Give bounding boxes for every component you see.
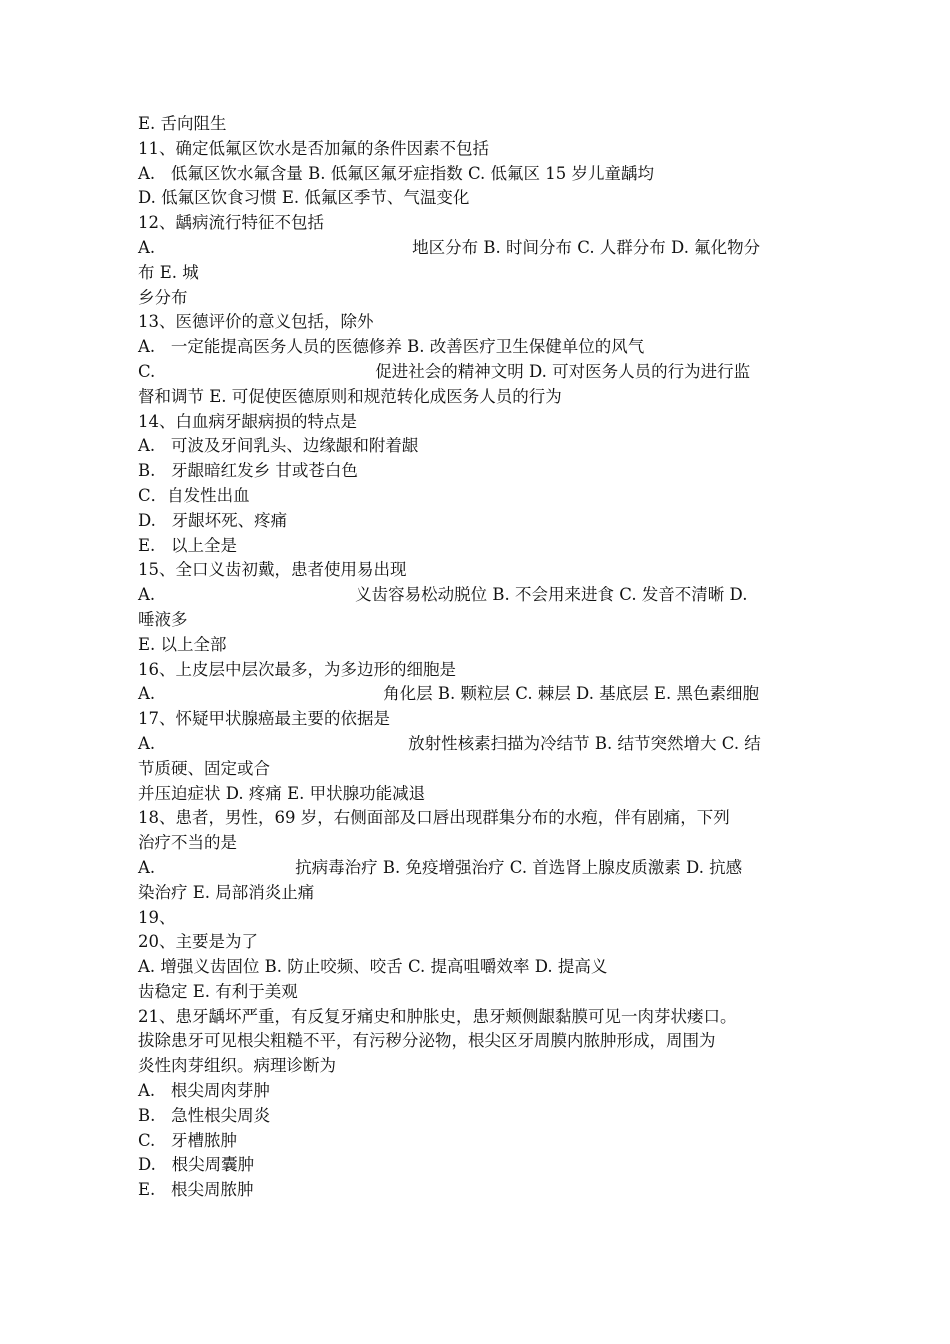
option-line: 染治疗 E. 局部消炎止痛 [138, 882, 315, 902]
question-14: 14、白血病牙龈病损的特点是 [138, 411, 357, 431]
option-marker: A. [138, 585, 156, 605]
option-line [138, 732, 828, 757]
option-marker: A. [138, 237, 156, 257]
question-20: 20、主要是为了 [138, 932, 258, 952]
option-line: 齿稳定 E. 有利于美观 [138, 981, 298, 1001]
question-16: 16、上皮层中层次最多，为多边形的细胞是 [138, 659, 456, 679]
option-marker: C. [138, 361, 156, 381]
option-line: 唾液多 [138, 609, 188, 629]
question-19: 19、 [138, 907, 176, 927]
option-line: E. 舌向阻生 [138, 114, 227, 133]
option-text: 地区分布 B. 时间分布 C. 人群分布 D. 氟化物分 [412, 237, 761, 257]
option-line [138, 682, 828, 707]
option-line: 布 E. 城 [138, 262, 199, 282]
option-line: B. 牙龈暗红发乡 甘或苍白色 [138, 461, 358, 481]
option-line: A. 可波及牙间乳头、边缘龈和附着龈 [138, 436, 419, 456]
question-21-cont: 炎性肉芽组织。病理诊断为 [138, 1056, 336, 1076]
option-line: A. 一定能提高医务人员的医德修养 B. 改善医疗卫生保健单位的风气 [138, 337, 645, 357]
option-line: 并压迫症状 D. 疼痛 E. 甲状腺功能减退 [138, 783, 426, 803]
option-marker: A. [138, 857, 156, 877]
option-marker: A. [138, 684, 156, 704]
option-line: D. 牙龈坏死、疼痛 [138, 510, 288, 530]
option-text: 抗病毒治疗 B. 免疫增强治疗 C. 首选肾上腺皮质激素 D. 抗感 [295, 857, 743, 877]
option-line: 节质硬、固定或合 [138, 758, 270, 778]
question-11: 11、确定低氟区饮水是否加氟的条件因素不包括 [138, 138, 489, 158]
option-line: D. 根尖周囊肿 [138, 1155, 255, 1175]
option-line: A. 根尖周肉芽肿 [138, 1081, 270, 1101]
option-line: C. 牙槽脓肿 [138, 1130, 238, 1150]
option-text: 义齿容易松动脱位 B. 不会用来进食 C. 发音不清晰 D. [355, 585, 748, 605]
option-line: B. 急性根尖周炎 [138, 1105, 271, 1125]
question-21: 21、患牙龋坏严重，有反复牙痛史和肿胀史，患牙颊侧龈黏膜可见一肉芽状瘘口。 [138, 1006, 737, 1026]
option-line: 督和调节 E. 可促使医德原则和规范转化成医务人员的行为 [138, 386, 562, 406]
option-text: 放射性核素扫描为冷结节 B. 结节突然增大 C. 结 [408, 733, 761, 753]
question-15: 15、全口义齿初戴，患者使用易出现 [138, 560, 407, 580]
option-line: C．自发性出血 [138, 485, 250, 505]
option-line: 乡分布 [138, 287, 188, 307]
question-12: 12、龋病流行特征不包括 [138, 213, 324, 233]
question-18-cont: 治疗不当的是 [138, 833, 237, 853]
question-17: 17、怀疑甲状腺癌最主要的依据是 [138, 709, 390, 729]
document-body [138, 112, 828, 1203]
option-line [138, 856, 828, 881]
option-line: D. 低氟区饮食习惯 E. 低氟区季节、气温变化 [138, 188, 470, 208]
option-text: 促进社会的精神文明 D. 可对医务人员的行为进行监 [375, 361, 751, 381]
option-line: A. 低氟区饮水氟含量 B. 低氟区氟牙症指数 C. 低氟区 15 岁儿童龋均 [138, 163, 655, 183]
option-line: A. 增强义齿固位 B. 防止咬频、咬舌 C. 提高咀嚼效率 D. 提高义 [138, 957, 608, 977]
question-18: 18、患者，男性，69 岁，右侧面部及口唇出现群集分布的水疱，伴有剧痛，下列 [138, 808, 730, 828]
option-line [138, 360, 828, 385]
question-13: 13、医德评价的意义包括，除外 [138, 312, 374, 332]
option-line: E. 根尖周脓肿 [138, 1180, 254, 1200]
option-line [138, 236, 828, 261]
option-marker: A. [138, 733, 156, 753]
question-21-cont: 拔除患牙可见根尖粗糙不平，有污秽分泌物，根尖区牙周膜内脓肿形成，周围为 [138, 1031, 716, 1051]
option-line: E. 以上全是 [138, 535, 238, 555]
option-line: E. 以上全部 [138, 634, 227, 654]
option-line [138, 583, 828, 608]
option-text: 角化层 B. 颗粒层 C. 棘层 D. 基底层 E. 黑色素细胞 [383, 684, 759, 704]
